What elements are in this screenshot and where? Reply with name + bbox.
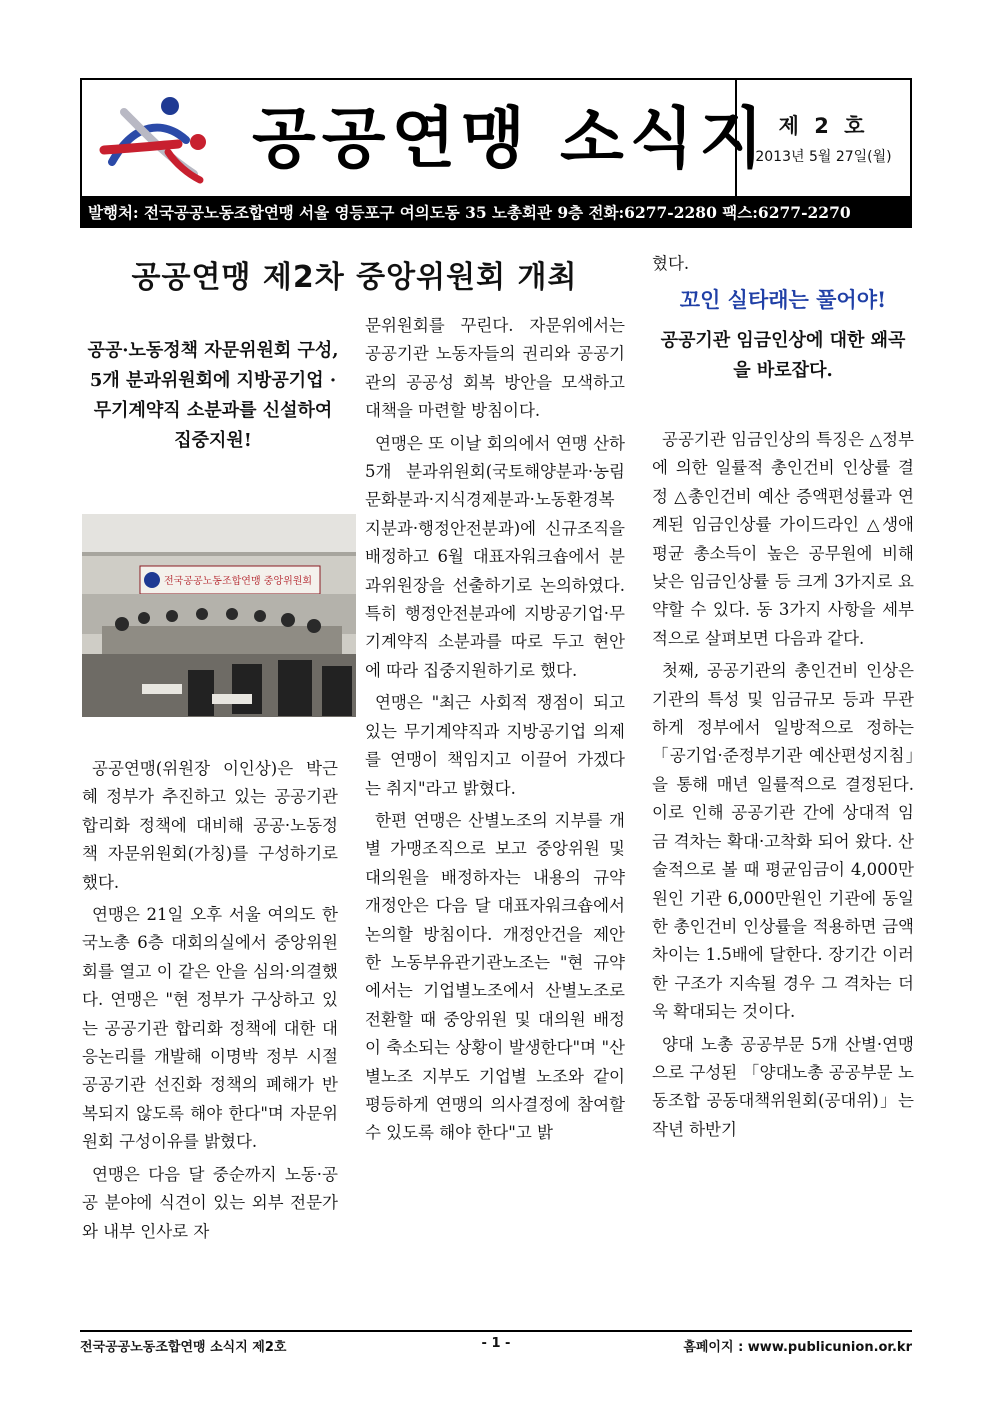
photo-banner-text: 전국공공노동조합연맹 중앙위원회 <box>164 576 313 587</box>
footer-divider <box>80 1330 912 1332</box>
page-number: - 1 - <box>481 1336 511 1351</box>
issue-number: 제 2 호 <box>778 114 869 138</box>
issue-date: 2013년 5월 27일(월) <box>755 149 892 165</box>
paragraph: 연맹은 다음 달 중순까지 노동·공공 분야에 식견이 있는 외부 전문가와 내부 인사로 자 <box>82 1164 338 1241</box>
article1-continuation <box>652 250 914 282</box>
paragraph: 문위원회를 꾸린다. 자문위에서는 공공기관 노동자들의 권리와 공공기관의 공공성 회복 방안을 모색하고 대책을 마련할 방침이다. <box>365 316 625 421</box>
article1-column2 <box>365 312 625 1152</box>
article2-subhead: 공공기관 임금인상에 대한 왜곡을 바로잡다. <box>660 330 906 381</box>
issue-box <box>735 80 910 196</box>
paragraph: 양대 노총 공공부문 5개 산별·연맹으로 구성된 「양대노총 공공부문 노동조합 공동대책위원회(공대위)」는 작년 하반기 <box>652 1034 914 1139</box>
footer-homepage-link[interactable]: 홈페이지 : www.publicunion.or.kr <box>683 1340 912 1355</box>
paragraph: 연맹은 21일 오후 서울 여의도 한국노총 6층 대회의실에서 중앙위원회를 열고 이 같은 안을 심의·의결했다. 연맹은 "현 정부가 구상하고 있는 공공기관 합리화 정책에 대한 대응논리를 개발해 이명박 정부 시절 공공기관 선진화 정책의 폐해가 반복되지 않도록 해야 한다"며 자문위원회 구성이유를 밝혔다. <box>82 905 338 1152</box>
paragraph: 혔다. <box>652 254 690 273</box>
paragraph: 연맹은 또 이날 회의에서 연맹 산하 5개 분과위원회(국토해양분과·농림문화분과·지식경제분과·노동환경복지분과·행정안전분과)에 신규조직을 배정하고 6월 대표자워크숍에서 분과위원장을 선출하기로 논의하였다. 특히 행정안전분과에 지방공기업·무기계약직 소분과를 따로 두고 현안에 따라 집중지원하기로 했다. <box>365 433 625 680</box>
footer-publication: 전국공공노동조합연맹 소식지 제2호 <box>80 1340 287 1355</box>
publisher-bar: 발행처: 전국공공노동조합연맹 서울 영등포구 여의도동 35 노총회관 9층 전화:6277-2280 팩스:6277-2270 <box>80 198 912 228</box>
newsletter-title: 공공연맹 소식지 <box>252 100 770 177</box>
paragraph: 한편 연맹은 산별노조의 지부를 개별 가맹조직으로 보고 중앙위원 및 대의원을 배정하자는 내용의 규약 개정안은 다음 달 대표자워크숍에서 논의할 방침이다. 개정안건을 제안한 노동부유관기관노조는 "현 규약에서는 기업별노조에서 산별노조로 전환할 때 중앙위원 및 대의원 배정이 축소되는 상황이 발생한다"며 "산별노조 지부도 기업별 노조와 같이 평등하게 연맹의 의사결정에 참여할 수 있도록 해야 한다"고 밝 <box>365 810 625 1143</box>
paragraph: 연맹은 "최근 사회적 쟁점이 되고 있는 무기계약직과 지방공기업 의제를 연맹이 책임지고 이끌어 가겠다는 취지"라고 밝혔다. <box>365 693 625 798</box>
article2-headline: 꼬인 실타래는 풀어야! <box>679 287 887 312</box>
paragraph: 첫째, 공공기관의 총인건비 인상은 기관의 특성 및 임금규모 등과 무관하게 정부에서 일방적으로 정하는「공기업·준정부기관 예산편성지침」을 통해 매년 일률적으로 결정된다. 이로 인해 공공기관 간에 상대적 임금 격차는 확대·고착화 되어 왔다. 산술적으로 볼 때 평균임금이 4,000만원인 기관 6,000만원인 기관에 동일한 총인건비 인상률을 적용하면 금액 차이는 1.5배에 달한다. 장기간 이러한 구조가 지속될 경우 그 격차는 더욱 확대되는 것이다. <box>652 661 914 1022</box>
meeting-photo <box>82 514 356 717</box>
union-logo-icon <box>94 92 214 188</box>
masthead <box>80 78 912 198</box>
article-subhead: 공공·노동정책 자문위원회 구성, 5개 분과위원회에 지방공기업 ·무기계약직 소분과를 신설하여 집중지원! <box>87 340 339 451</box>
paragraph: 공공연맹(위원장 이인상)은 박근혜 정부가 추진하고 있는 공공기관 합리화 정책에 대비해 공공·노동정책 자문위원회(가칭)를 구성하기로 했다. <box>82 759 338 892</box>
meeting-photo-image <box>82 514 356 717</box>
article1-column1 <box>82 755 338 1250</box>
paragraph: 공공기관 임금인상의 특징은 △정부에 의한 일률적 총인건비 인상률 결정 △총인건비 예산 증액편성률과 연계된 임금인상률 가이드라인 △생애 평균 총소득이 높은 공무원에 비해 낮은 임금인상률 등 크게 3가지로 요약할 수 있다. 동 3가지 사항을 세부적으로 살펴보면 다음과 같다. <box>652 430 914 648</box>
article-headline: 공공연맹 제2차 중앙위원회 개최 <box>131 260 578 295</box>
article2-body <box>652 426 914 1148</box>
footer <box>80 1336 912 1356</box>
